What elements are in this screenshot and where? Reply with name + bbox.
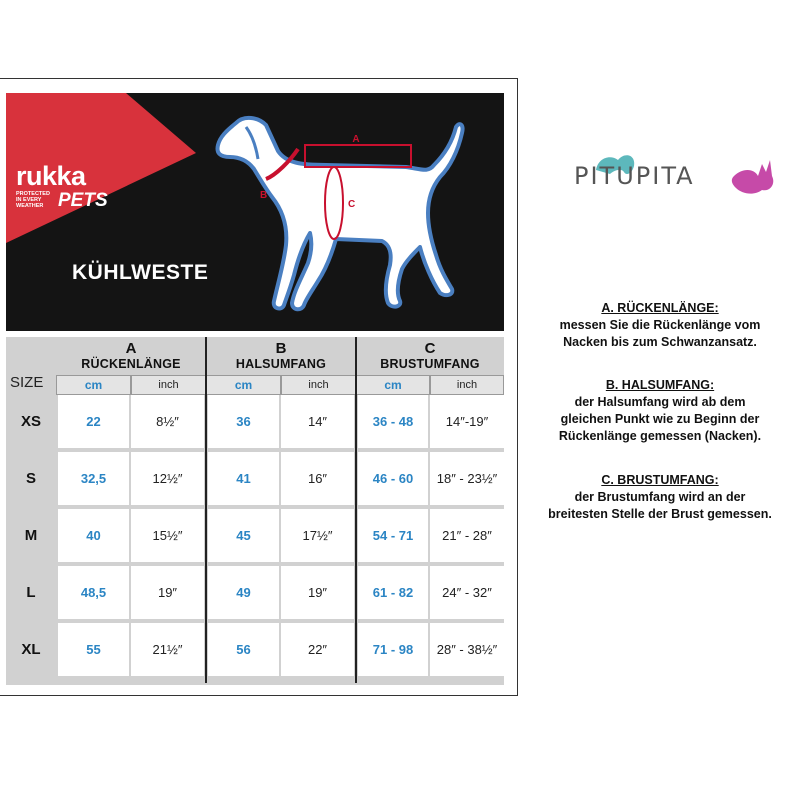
cell-a-inch: 21½″ <box>131 623 204 676</box>
cell-c-inch: 28″ - 38½″ <box>430 623 504 676</box>
rukka-pets-wordmark: PETS <box>58 190 108 211</box>
cell-c-cm: 54 - 71 <box>358 509 428 562</box>
cell-b-cm: 36 <box>208 395 279 448</box>
cell-a-inch: 19″ <box>131 566 204 619</box>
unit-b-cm: cm <box>206 375 281 395</box>
size-s: S <box>25 470 36 487</box>
group-b-name: HALSUMFANG <box>235 357 327 371</box>
size-xs: XS <box>20 413 41 430</box>
magenta-cat-icon <box>732 160 773 194</box>
cell-b-cm: 56 <box>208 623 279 676</box>
cell-c-cm: 71 - 98 <box>358 623 428 676</box>
unit-b-inch: inch <box>281 375 356 395</box>
cell-c-inch: 21″ - 28″ <box>430 509 504 562</box>
description-a-title: A. RÜCKENLÄNGE: <box>601 301 719 315</box>
group-divider <box>205 337 207 683</box>
size-column-header: SIZE <box>10 374 44 391</box>
cell-c-inch: 18″ - 23½″ <box>430 452 504 505</box>
rukka-logo <box>16 163 108 212</box>
cell-b-inch: 17½″ <box>281 509 354 562</box>
rukka-tagline: PROTECTED IN EVERY WEATHER <box>16 191 50 209</box>
size-l: L <box>26 584 36 601</box>
rukka-wordmark: rukka <box>16 161 86 191</box>
description-b-line: der Halsumfang wird ab dem <box>574 395 746 409</box>
cell-a-inch: 15½″ <box>131 509 204 562</box>
cell-a-inch: 12½″ <box>131 452 204 505</box>
dog-measurement-diagram <box>206 103 476 323</box>
description-b-title: B. HALSUMFANG: <box>605 378 715 392</box>
unit-c-inch: inch <box>430 375 504 395</box>
cell-b-cm: 45 <box>208 509 279 562</box>
cell-a-cm: 55 <box>58 623 129 676</box>
description-a-line: Nacken bis zum Schwanzansatz. <box>563 335 757 349</box>
group-c-letter: C <box>424 340 436 357</box>
cell-c-inch: 24″ - 32″ <box>430 566 504 619</box>
cell-c-cm: 61 - 82 <box>358 566 428 619</box>
group-a-letter: A <box>125 340 137 357</box>
description-c-title: C. BRUSTUMFANG: <box>601 473 719 487</box>
cell-a-cm: 48,5 <box>58 566 129 619</box>
group-a-name: RÜCKENLÄNGE <box>81 357 181 371</box>
cell-b-inch: 22″ <box>281 623 354 676</box>
cell-b-inch: 19″ <box>281 566 354 619</box>
product-banner <box>6 93 504 331</box>
cell-b-cm: 41 <box>208 452 279 505</box>
cell-c-cm: 36 - 48 <box>358 395 428 448</box>
group-divider <box>355 337 357 683</box>
size-xl: XL <box>21 641 41 658</box>
unit-a-inch: inch <box>131 375 206 395</box>
description-b-line: gleichen Punkt wie zu Beginn der <box>560 412 760 426</box>
pitupita-wordmark: PITUPITA <box>574 162 695 190</box>
cell-a-cm: 32,5 <box>58 452 129 505</box>
unit-c-cm: cm <box>356 375 430 395</box>
cell-b-cm: 49 <box>208 566 279 619</box>
label-b: B <box>260 190 268 201</box>
cell-c-cm: 46 - 60 <box>358 452 428 505</box>
description-c-line: breitesten Stelle der Brust gemessen. <box>548 507 772 521</box>
description-c <box>520 472 800 523</box>
description-b <box>520 377 800 445</box>
label-a: A <box>352 134 360 145</box>
cell-a-cm: 22 <box>58 395 129 448</box>
cell-b-inch: 16″ <box>281 452 354 505</box>
cell-a-inch: 8½″ <box>131 395 204 448</box>
description-b-line: Rückenlänge gemessen (Nacken). <box>558 429 762 443</box>
label-c: C <box>348 199 356 210</box>
description-a <box>520 300 800 351</box>
product-title: KÜHLWESTE <box>72 261 209 284</box>
description-a-line: messen Sie die Rückenlänge vom <box>559 318 761 332</box>
cell-a-cm: 40 <box>58 509 129 562</box>
group-c-name: BRUSTUMFANG <box>380 357 480 371</box>
cell-b-inch: 14″ <box>281 395 354 448</box>
group-b-letter: B <box>275 340 287 357</box>
size-table <box>6 337 504 685</box>
cell-c-inch: 14″-19″ <box>430 395 504 448</box>
size-m: M <box>24 527 38 544</box>
description-c-line: der Brustumfang wird an der <box>574 490 746 504</box>
unit-a-cm: cm <box>56 375 131 395</box>
